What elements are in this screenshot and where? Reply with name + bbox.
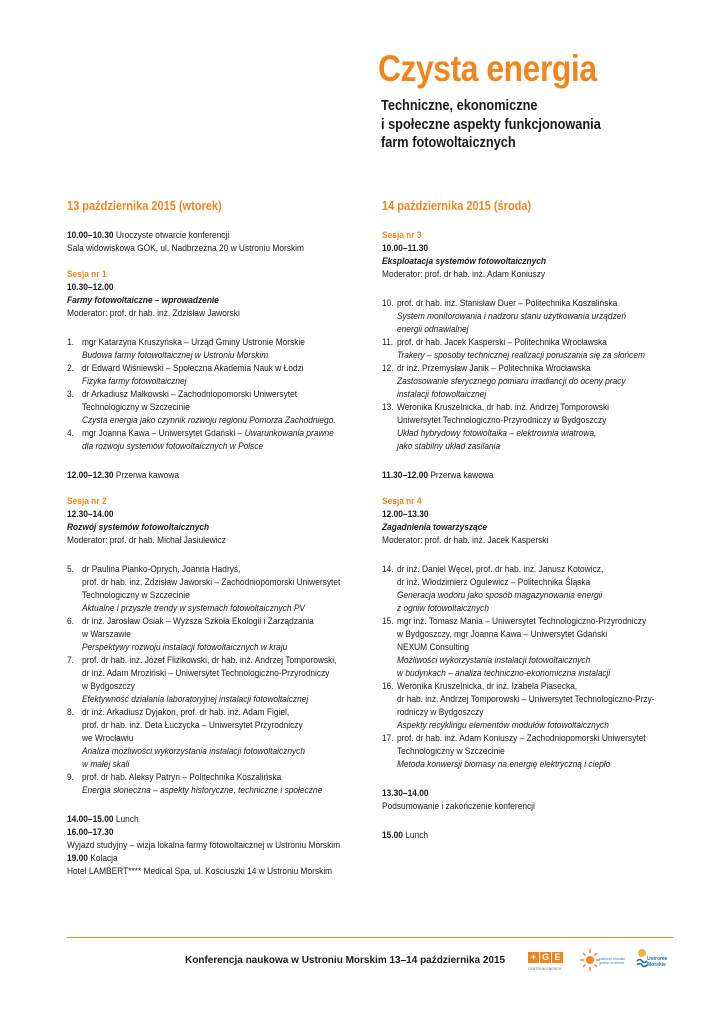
talk-number: 1. <box>67 337 74 348</box>
opening-time: 10.00–10.30 <box>67 230 114 241</box>
footer-text: Konferencja naukowa w Ustroniu Morskim 13–14 października 2015 <box>185 955 506 966</box>
break2-line <box>382 469 681 482</box>
talk-title: Generacja wodoru jako sposób magazynowania energii <box>396 590 603 601</box>
talk-item <box>67 615 366 654</box>
break1-text: Przerwa kawowa <box>115 470 180 481</box>
talk-title: Aktualne i przyszłe trendy w systemach fotowoltaicznych PV <box>81 603 305 614</box>
talk-number: 3. <box>67 389 74 400</box>
lunch-time: 14.00–15.00 <box>67 814 114 825</box>
talk-number: 11. <box>382 337 394 348</box>
ustronie-logo-caption <box>647 957 667 968</box>
talk-speaker: prof. dr hab. inż. Deta Łuczycka – Uniwersytet Przyrodniczy <box>81 720 303 731</box>
talk-speaker-text: mgr Joanna Kawa – Uniwersytet Gdański – <box>81 428 245 439</box>
session1-time: 10.30–12.00 <box>67 282 114 293</box>
talk-number: 8. <box>67 707 74 718</box>
ge-logo-letter: E <box>552 952 563 963</box>
talk-speaker: Technologiczny w Szczecinie <box>396 746 505 757</box>
lunch-line <box>67 813 366 826</box>
talk-speaker: prof. dr hab. inż. Stanisław Duer – Politechnika Koszalińska <box>396 298 618 309</box>
talk-speaker: w Bydgoszczy <box>81 681 135 692</box>
talk-item <box>67 427 366 453</box>
talk-number: 12. <box>382 363 394 374</box>
talk-speaker: prof. dr hab. Aleksy Patryn – Politechnika Koszalińska <box>81 772 282 783</box>
session2-title: Rozwój systemów fotowoltaicznych <box>67 522 210 533</box>
dinner-time: 19.00 <box>67 853 88 864</box>
break1-time: 12.00–12.30 <box>67 470 114 481</box>
talk-title: z ogniw fotowoltaicznych <box>396 603 489 614</box>
talk-number: 16. <box>382 681 394 692</box>
footer-divider <box>67 937 673 938</box>
talk-speaker: prof. dr hab. inż. Zdzisław Jaworski – Zachodniopomorski Uniwersytet <box>81 577 341 588</box>
talk-speaker: NEXUM Consulting <box>396 642 469 653</box>
trip-text: Wyjazd studyjny – wizja lokalna farmy fotowoltaicznej w Ustroniu Morskim <box>67 840 341 851</box>
talk-item <box>382 680 681 732</box>
talk-number: 17. <box>382 733 394 744</box>
talk-title: Zastosowanie sferycznego pomiaru irradiancji do oceny pracy <box>396 376 626 387</box>
talk-item <box>67 362 366 388</box>
break2-time: 11.30–12.00 <box>382 470 429 481</box>
lunch2-line <box>382 829 681 842</box>
talk-title: Aspekty recyklingu elementów modułów fotowoltaicznych <box>396 720 609 731</box>
dinner-text: Kolacja <box>90 853 118 864</box>
talk-title: Czysta energia jako czynnik rozwoju regionu Pomorza Zachodniego. <box>81 415 336 426</box>
opening-place: Sala widowiskowa GOK, ul. Nadbrzeżna 20 w Ustroniu Morskim <box>67 243 304 254</box>
talk-speaker: prof. dr hab. Jacek Kasperski – Politechnika Wrocławska <box>396 337 607 348</box>
ustronie-morskie-logo-icon <box>636 947 676 977</box>
talk-number: 9. <box>67 772 74 783</box>
talk-item <box>382 401 681 453</box>
talk-speaker: dr Edward Wiśniewski – Społeczna Akademia Nauk w Łodzi <box>81 363 304 374</box>
talk-speaker: dr inż. Daniel Węcel, prof. dr hab. inż. Janusz Kotowicz, <box>396 564 604 575</box>
talk-item <box>382 732 681 771</box>
session3-time: 10.00–11.30 <box>382 243 429 254</box>
talk-item <box>67 654 366 706</box>
talk-speaker: dr inż. Jarosław Osiak – Wyższa Szkoła Ekologii i Zarządzania <box>81 616 314 627</box>
lunch2-text: Lunch <box>405 830 429 841</box>
talk-speaker: dr inż. Arkadiusz Dyjakon, prof. dr hab. inż. Adam Figiel, <box>81 707 290 718</box>
talk-speaker: dr inż. Włodzimierz Ogulewicz – Politechnika Śląska <box>396 577 591 588</box>
talk-number: 10. <box>382 298 394 309</box>
day2-heading: 14 października 2015 (środa) <box>382 199 532 213</box>
talk-speaker: dr Arkadiusz Małkowski – Zachodniopomorski Uniwersytet <box>81 389 298 400</box>
talk-title: System monitorowania i nadzoru stanu użytkowania urządzeń <box>396 311 627 322</box>
talk-title: Perspektywy rozwoju instalacji fotowoltaicznych w kraju <box>81 642 288 653</box>
session1-title: Farmy fotowoltaiczne – wprowadzenie <box>67 295 219 306</box>
talk-title: Fizyka farmy fotowoltaicznej <box>81 376 187 387</box>
closing-text: Podsumowanie i zakończenie konferencji <box>382 801 535 812</box>
ge-logo-letter: + <box>528 952 539 963</box>
talk-title: Metoda konwersji biomasy na energię elektryczną i ciepło <box>396 759 611 770</box>
talk-speaker: Uniwersytet Technologiczno-Przyrodniczy w Bydgoszczy <box>396 415 607 426</box>
talk-item <box>67 563 366 615</box>
ustronie-logo-caption-line: Ustronie <box>647 956 668 962</box>
talk-number: 7. <box>67 655 74 666</box>
day2-column <box>382 200 682 842</box>
talk-speaker: rodniczy w Bydgoszczy <box>396 707 484 718</box>
break1-line <box>67 469 366 482</box>
talk-speaker: Technologiczny w Szczecinie <box>81 590 190 601</box>
subtitle-line: Techniczne, ekonomiczne <box>381 98 538 114</box>
talk-speaker: dr Paulina Pianko-Oprych, Joanna Hadryś, <box>81 564 241 575</box>
session4-moderator: Moderator: prof. dr hab. inż. Jacek Kasperski <box>382 535 549 546</box>
talk-speaker: dr inż. Przemysław Janik – Politechnika Wrocławska <box>396 363 591 374</box>
talk-item <box>67 388 366 427</box>
talk-title: w budynkach – analiza techniczno-ekonomiczna instalacji <box>396 668 611 679</box>
sun-logo-caption <box>599 957 625 965</box>
page-title: Czysta energia <box>378 48 597 89</box>
talk-title: Trakery – sposoby technicznej realizacji poruszania się za słońcem <box>396 350 645 361</box>
talk-speaker: Technologiczny w Szczecinie <box>81 402 190 413</box>
talk-title: instalacji fotowoltaicznej <box>396 389 487 400</box>
talk-title: Efektywność działania laboratoryjnej instalacji fotowoltaicznej <box>81 694 309 705</box>
talk-title: Energia słoneczna – aspekty historyczne, techniczne i społeczne <box>81 785 323 796</box>
trip-time: 16.00–17.30 <box>67 827 114 838</box>
opening-text: Uroczyste otwarcie konferencji <box>115 230 230 241</box>
talk-number: 5. <box>67 564 74 575</box>
talk-number: 2. <box>67 363 74 374</box>
session3-moderator: Moderator: prof. dr hab. inż. Adam Koniuszy <box>382 269 546 280</box>
talk-speaker: prof. dr hab. inż. Józef Flizikowski, dr hab. inż. Andrzej Tomporowski, <box>81 655 337 666</box>
talk-title: w małej skali <box>81 759 130 770</box>
talk-item <box>382 362 681 401</box>
opening-line <box>67 229 366 242</box>
talk-title: Układ hybrydowy fotowoltaika – elektrownia wiatrowa, <box>396 428 597 439</box>
talk-item <box>67 706 366 771</box>
talk-number: 6. <box>67 616 74 627</box>
talk-item <box>67 771 366 797</box>
sun-logo-caption-line: Ustronie Morskie <box>599 957 626 961</box>
talk-speaker: Weronika Kruszelnicka, dr inż. Izabela Piasecka, <box>396 681 578 692</box>
sun-logo-caption-line: gmina na słońce <box>599 961 625 965</box>
break2-text: Przerwa kawowa <box>430 470 494 481</box>
session3-label: Sesja nr 3 <box>382 230 422 241</box>
talk-speaker: w Bydgoszczy, mgr Joanna Kawa – Uniwersytet Gdański <box>396 629 608 640</box>
closing-time: 13.30–14.00 <box>382 788 429 799</box>
talk-item <box>67 336 366 362</box>
day1-column <box>67 200 367 878</box>
talk-number: 13. <box>382 402 394 413</box>
session4-label: Sesja nr 4 <box>382 496 422 507</box>
session4-title: Zagadnienia towarzyszące <box>382 522 488 533</box>
day1-heading: 13 października 2015 (wtorek) <box>67 199 222 213</box>
talk-speaker <box>82 427 366 440</box>
talk-item <box>382 297 681 336</box>
talk-item <box>382 563 681 615</box>
talk-title: dla rozwoju systemów fotowoltaicznych w Polsce <box>81 441 264 452</box>
subtitle-line: i społeczne aspekty funkcjonowania <box>381 116 601 133</box>
session2-moderator: Moderator: prof. dr hab. Michał Jasiulewicz <box>67 535 226 546</box>
talk-title: energii odnawialnej <box>396 324 469 335</box>
talk-item <box>382 615 681 680</box>
talk-title: Analiza możliwości wykorzystania instalacji fotowoltaicznych <box>81 746 305 757</box>
talk-speaker: dr hab. inż. Andrzej Tomporowski – Uniwersytet Technologiczno-Przy- <box>396 694 655 705</box>
ge-logo-icon <box>528 947 568 977</box>
ge-logo-caption: CENTRUM ENERGII <box>528 967 561 971</box>
subtitle-line: farm fotowoltaicznych <box>381 135 516 151</box>
talk-number: 14. <box>382 564 394 575</box>
talk-speaker: w Warszawie <box>81 629 131 640</box>
session2-label: Sesja nr 2 <box>67 496 107 507</box>
talk-speaker: we Wrocławiu <box>81 733 134 744</box>
sun-logo-icon <box>580 947 632 977</box>
talk-title: Uwarunkowania prawne <box>244 428 334 439</box>
talk-speaker: Weronika Kruszelnicka, dr hab. inż. Andrzej Tomporowski <box>396 402 609 413</box>
talk-title: jako stabilny układ zasilania <box>396 441 501 452</box>
session1-label: Sesja nr 1 <box>67 269 107 280</box>
session3-title: Eksploatacja systemów fotowoltaicznych <box>382 256 546 267</box>
talk-speaker: mgr inż. Tomasz Mania – Uniwersytet Technologiczno-Przyrodniczy <box>396 616 647 627</box>
talk-speaker: prof. dr hab. inż. Adam Koniuszy – Zachodniopomorski Uniwersytet <box>396 733 646 744</box>
talk-speaker: mgr Katarzyna Kruszyńska – Urząd Gminy Ustronie Morskie <box>81 337 305 348</box>
talk-number: 4. <box>67 428 74 439</box>
ustronie-logo-caption-line: Morskie <box>647 961 666 968</box>
talk-item <box>382 336 681 362</box>
talk-speaker: dr inż. Adam Mroziński – Uniwersytet Technologiczno-Przyrodniczy <box>81 668 330 679</box>
lunch2-time: 15.00 <box>382 830 403 841</box>
session4-time: 12.00–13.30 <box>382 509 429 520</box>
session1-moderator: Moderator: prof. dr hab. inż. Zdzisław Jaworski <box>67 308 240 319</box>
talk-number: 15. <box>382 616 394 627</box>
ge-logo-letter: G <box>541 952 549 962</box>
session2-time: 12.30–14.00 <box>67 509 114 520</box>
lunch-text: Lunch <box>115 814 139 825</box>
page-subtitle <box>381 97 663 153</box>
hotel-line: Hotel LAMBERT**** Medical Spa, ul. Kościuszki 14 w Ustroniu Morskim <box>67 866 333 877</box>
dinner-line <box>67 852 366 865</box>
talk-title: Możliwości wykorzystania instalacji fotowoltaicznych <box>396 655 591 666</box>
talk-title: Budowa farmy fotowoltaicznej w Ustroniu Morskim <box>81 350 269 361</box>
